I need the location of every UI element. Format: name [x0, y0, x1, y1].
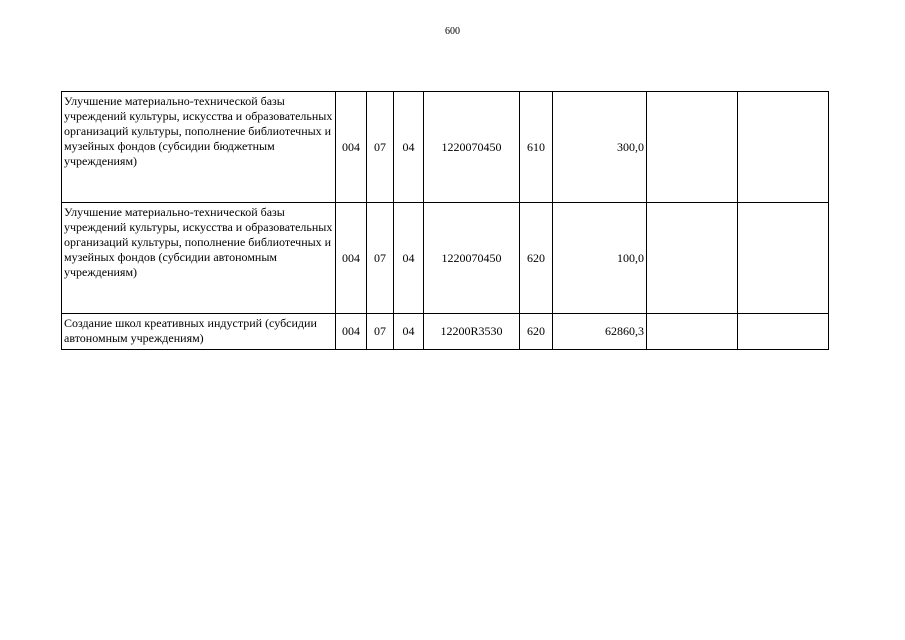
page-number: 600 — [445, 26, 460, 37]
empty-cell — [738, 203, 829, 314]
empty-cell — [738, 92, 829, 203]
section-code: 07 — [367, 92, 394, 203]
amount-cell: 100,0 — [553, 203, 647, 314]
budget-table — [61, 91, 829, 350]
empty-cell — [647, 92, 738, 203]
subsection-code: 04 — [394, 92, 424, 203]
amount-cell: 300,0 — [553, 92, 647, 203]
target-article-code: 12200R3530 — [424, 314, 520, 350]
ministry-code: 004 — [336, 203, 367, 314]
ministry-code: 004 — [336, 92, 367, 203]
row-description: Создание школ креативных индустрий (субсидии автономным учреждениям) — [62, 314, 336, 350]
table-row — [62, 203, 829, 314]
table-row — [62, 314, 829, 350]
ministry-code: 004 — [336, 314, 367, 350]
row-description: Улучшение материально-технической базы учреждений культуры, искусства и образовательных организаций культуры, пополнение библиотечных и музейных фондов (субсидии автономным учреждениям) — [62, 203, 336, 314]
expense-type-code: 620 — [520, 314, 553, 350]
table-row — [62, 92, 829, 203]
section-code: 07 — [367, 203, 394, 314]
subsection-code: 04 — [394, 203, 424, 314]
row-description: Улучшение материально-технической базы учреждений культуры, искусства и образовательных организаций культуры, пополнение библиотечных и музейных фондов (субсидии бюджетным учреждениям) — [62, 92, 336, 203]
empty-cell — [647, 203, 738, 314]
target-article-code: 1220070450 — [424, 203, 520, 314]
empty-cell — [647, 314, 738, 350]
section-code: 07 — [367, 314, 394, 350]
target-article-code: 1220070450 — [424, 92, 520, 203]
table-body — [62, 92, 829, 350]
empty-cell — [738, 314, 829, 350]
subsection-code: 04 — [394, 314, 424, 350]
expense-type-code: 610 — [520, 92, 553, 203]
amount-cell: 62860,3 — [553, 314, 647, 350]
expense-type-code: 620 — [520, 203, 553, 314]
